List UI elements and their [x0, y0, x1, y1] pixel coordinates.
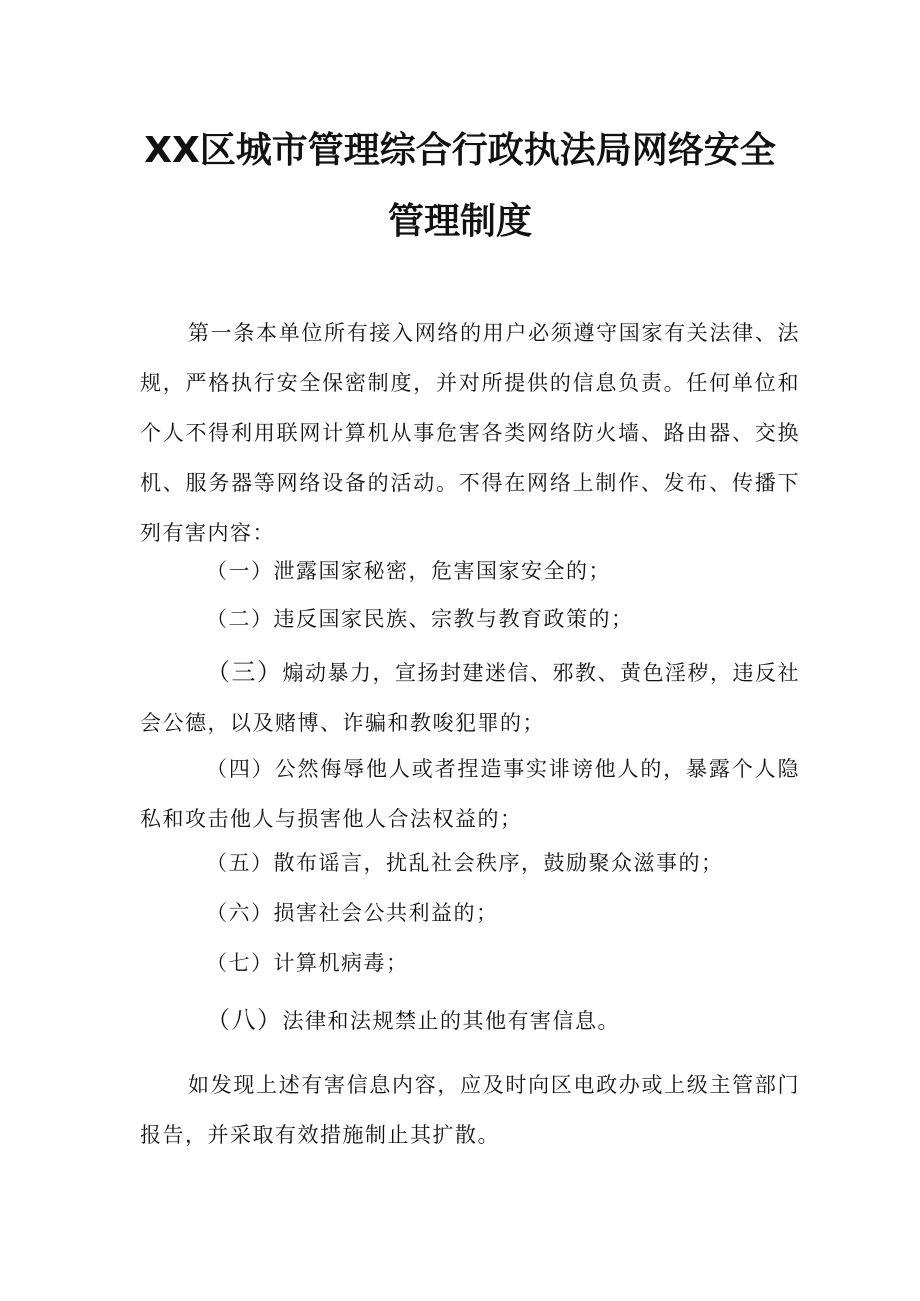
list-item-4: [140, 744, 800, 844]
list-item-3-text: 煽动暴力，宣扬封建迷信、邪教、黄色淫秽，违反社会公德，以及赌博、诈骗和教唆犯罪的；: [140, 661, 800, 735]
list-item-3-label: （三）: [206, 658, 283, 686]
closing-paragraph: 如发现上述有害信息内容，应及时向区电政办或上级主管部门报告，并采取有效措施制止其扩散。: [140, 1073, 800, 1147]
list-item-4-text: 公然侮辱他人或者捏造事实诽谤他人的，暴露个人隐私和攻击他人与损害他人合法权益的；: [140, 757, 801, 831]
list-item-8: [140, 995, 800, 1046]
list-item-6-text: 损害社会公共利益的；: [273, 901, 499, 925]
list-item-4-label: （四）: [206, 757, 275, 781]
list-item-6-label: （六）: [206, 901, 274, 925]
list-item-2: [140, 594, 800, 644]
list-item-5-label: （五）: [206, 851, 274, 875]
list-item-7: [140, 938, 800, 988]
list-item-2-label: （二）: [206, 607, 274, 631]
list-item-8-label: （八）: [206, 1006, 283, 1034]
list-item-6: [140, 888, 800, 938]
list-item-7-text: 计算机病毒；: [273, 951, 409, 975]
list-item-2-text: 违反国家民族、宗教与教育政策的；: [273, 607, 634, 631]
document-title-line-1: XX区城市管理综合行政执法局网络安全: [144, 130, 776, 171]
list-item-5-text: 散布谣言，扰乱社会秩序，鼓励聚众滋事的；: [273, 851, 724, 875]
list-item-8-text: 法律和法规禁止的其他有害信息。: [282, 1009, 620, 1033]
document-title-line-2: 管理制度: [387, 201, 532, 242]
list-item-1: [140, 546, 800, 596]
list-item-5: [140, 838, 800, 888]
list-item-1-text: 泄露国家秘密，危害国家安全的；: [273, 559, 611, 583]
list-item-7-label: （七）: [206, 951, 274, 975]
list-item-1-label: （一）: [206, 559, 274, 583]
list-item-3: [140, 647, 800, 748]
article-1-paragraph: 第一条本单位所有接入网络的用户必须遵守国家有关法律、法规，严格执行安全保密制度，并对所提供的信息负责。任何单位和个人不得利用联网计算机从事危害各类网络防火墙、路由器、交换机、服务器等网络设备的活动。不得在网络上制作、发布、传播下列有害内容：: [140, 321, 800, 545]
